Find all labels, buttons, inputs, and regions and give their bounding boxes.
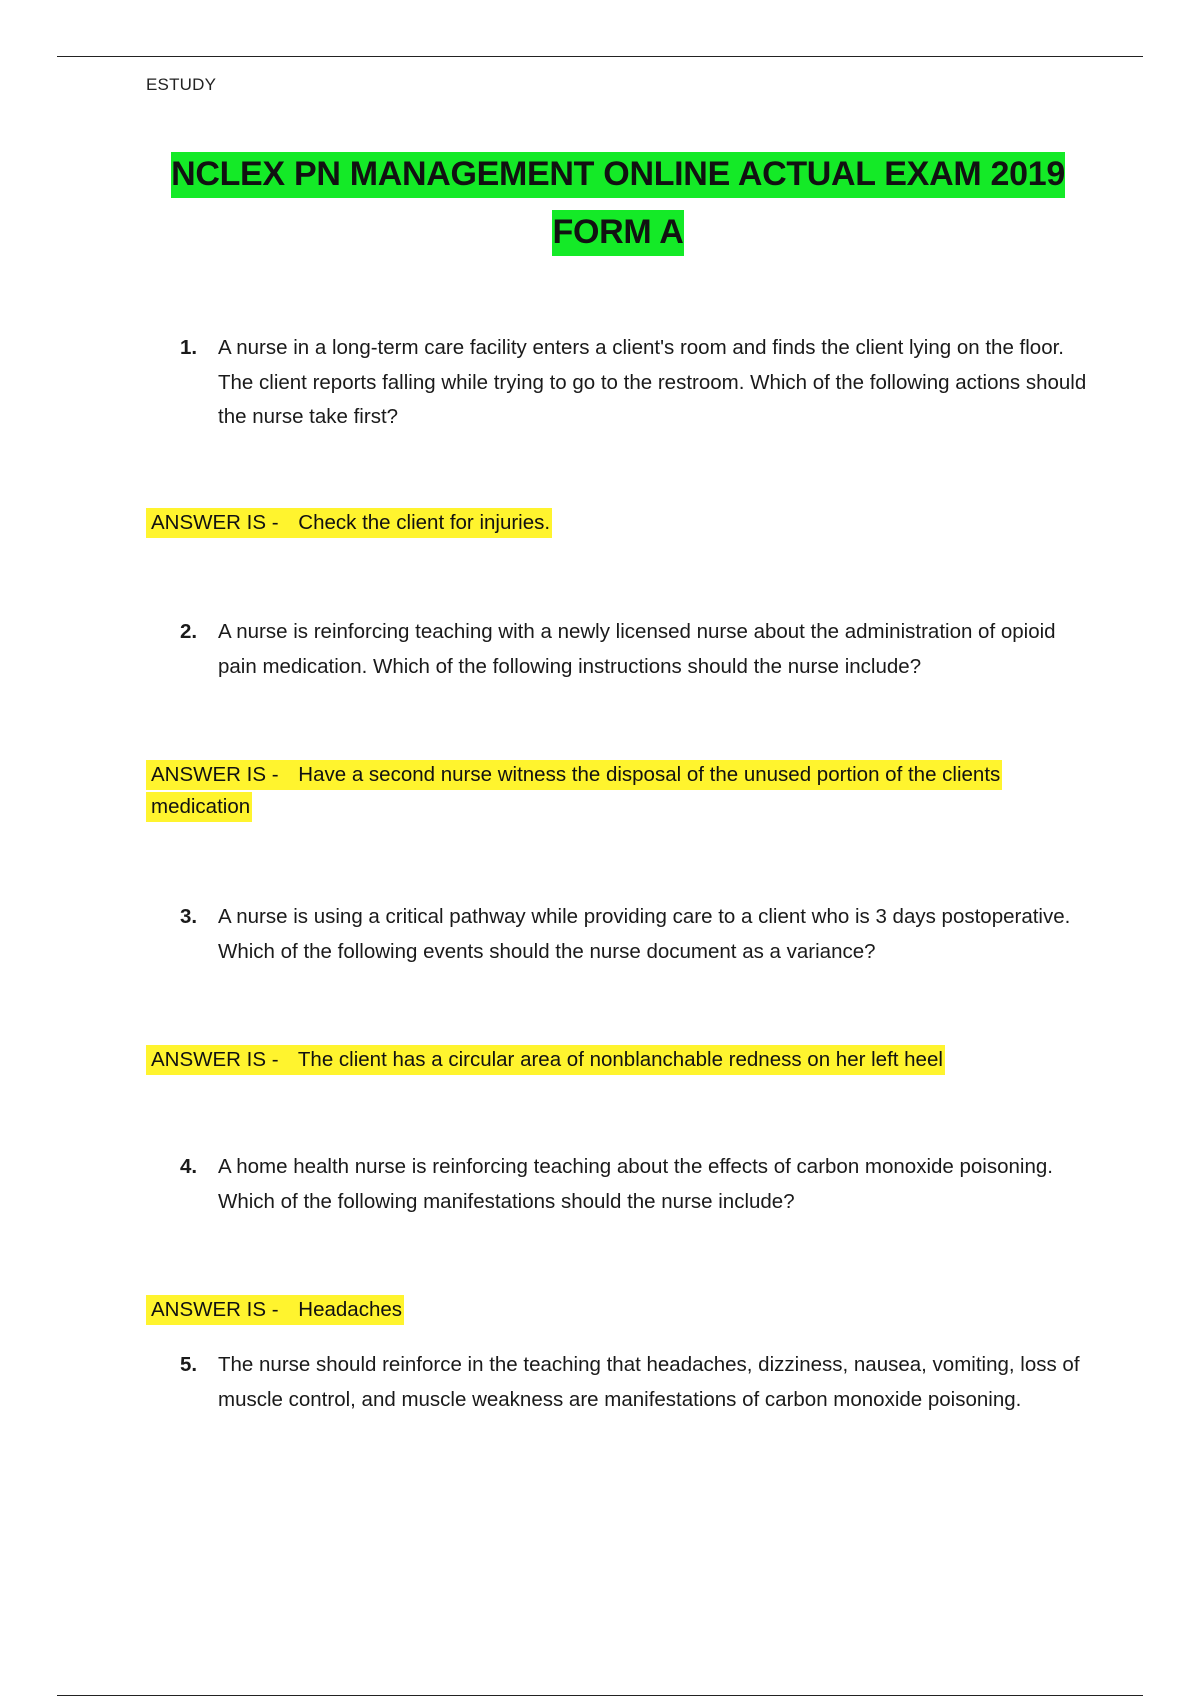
footer-rule	[57, 1695, 1143, 1696]
title-line-2: FORM A	[552, 210, 683, 256]
question-text: A nurse in a long-term care facility enters a client's room and finds the client lying on the floor. The client reports falling while trying to go to the restroom. Which of the following actions should the nurse take first?	[218, 336, 1087, 428]
answer-highlight	[146, 508, 552, 538]
question-number: 1.	[180, 336, 198, 359]
answer-prefix: ANSWER IS -	[151, 763, 279, 786]
answer-highlight	[146, 1295, 404, 1325]
question-number: 3.	[180, 905, 198, 928]
answer-item	[146, 507, 1086, 539]
answer-text: Check the client for injuries.	[298, 511, 551, 534]
title-line-1: NCLEX PN MANAGEMENT ONLINE ACTUAL EXAM 2019	[171, 152, 1065, 198]
question-item	[180, 1348, 1100, 1417]
question-text: A home health nurse is reinforcing teaching about the effects of carbon monoxide poisoning. Which of the following manifestations should the nurse include?	[218, 1155, 1053, 1213]
question-text: The nurse should reinforce in the teaching that headaches, dizziness, nausea, vomiting, loss of muscle control, and muscle weakness are manifestations of carbon monoxide poisoning.	[218, 1353, 1080, 1411]
answer-text: Have a second nurse witness the disposal of the unused portion of the clients medication	[151, 763, 1001, 818]
answer-item	[146, 1294, 1086, 1326]
header-label: ESTUDY	[146, 75, 217, 94]
answer-item	[146, 1044, 1086, 1076]
question-number: 5.	[180, 1353, 198, 1376]
answer-highlight	[146, 1045, 945, 1075]
answer-text: Headaches	[298, 1298, 402, 1321]
question-text: A nurse is reinforcing teaching with a newly licensed nurse about the administration of opioid pain medication. Which of the following instructions should the nurse include?	[218, 620, 1056, 678]
answer-item	[146, 759, 1086, 823]
answer-prefix: ANSWER IS -	[151, 1048, 279, 1071]
document-title	[0, 145, 1200, 261]
question-item	[180, 900, 1100, 969]
header-rule	[57, 56, 1143, 57]
question-item	[180, 615, 1100, 684]
question-number: 4.	[180, 1155, 198, 1178]
answer-prefix: ANSWER IS -	[151, 1298, 279, 1321]
question-number: 2.	[180, 620, 198, 643]
question-item	[180, 1150, 1100, 1219]
question-text: A nurse is using a critical pathway while providing care to a client who is 3 days postoperative. Which of the following events should the nurse document as a variance?	[218, 905, 1071, 963]
answer-prefix: ANSWER IS -	[151, 511, 279, 534]
answer-highlight	[146, 760, 1002, 822]
question-item	[180, 331, 1100, 435]
answer-text: The client has a circular area of nonblanchable redness on her left heel	[297, 1048, 943, 1071]
